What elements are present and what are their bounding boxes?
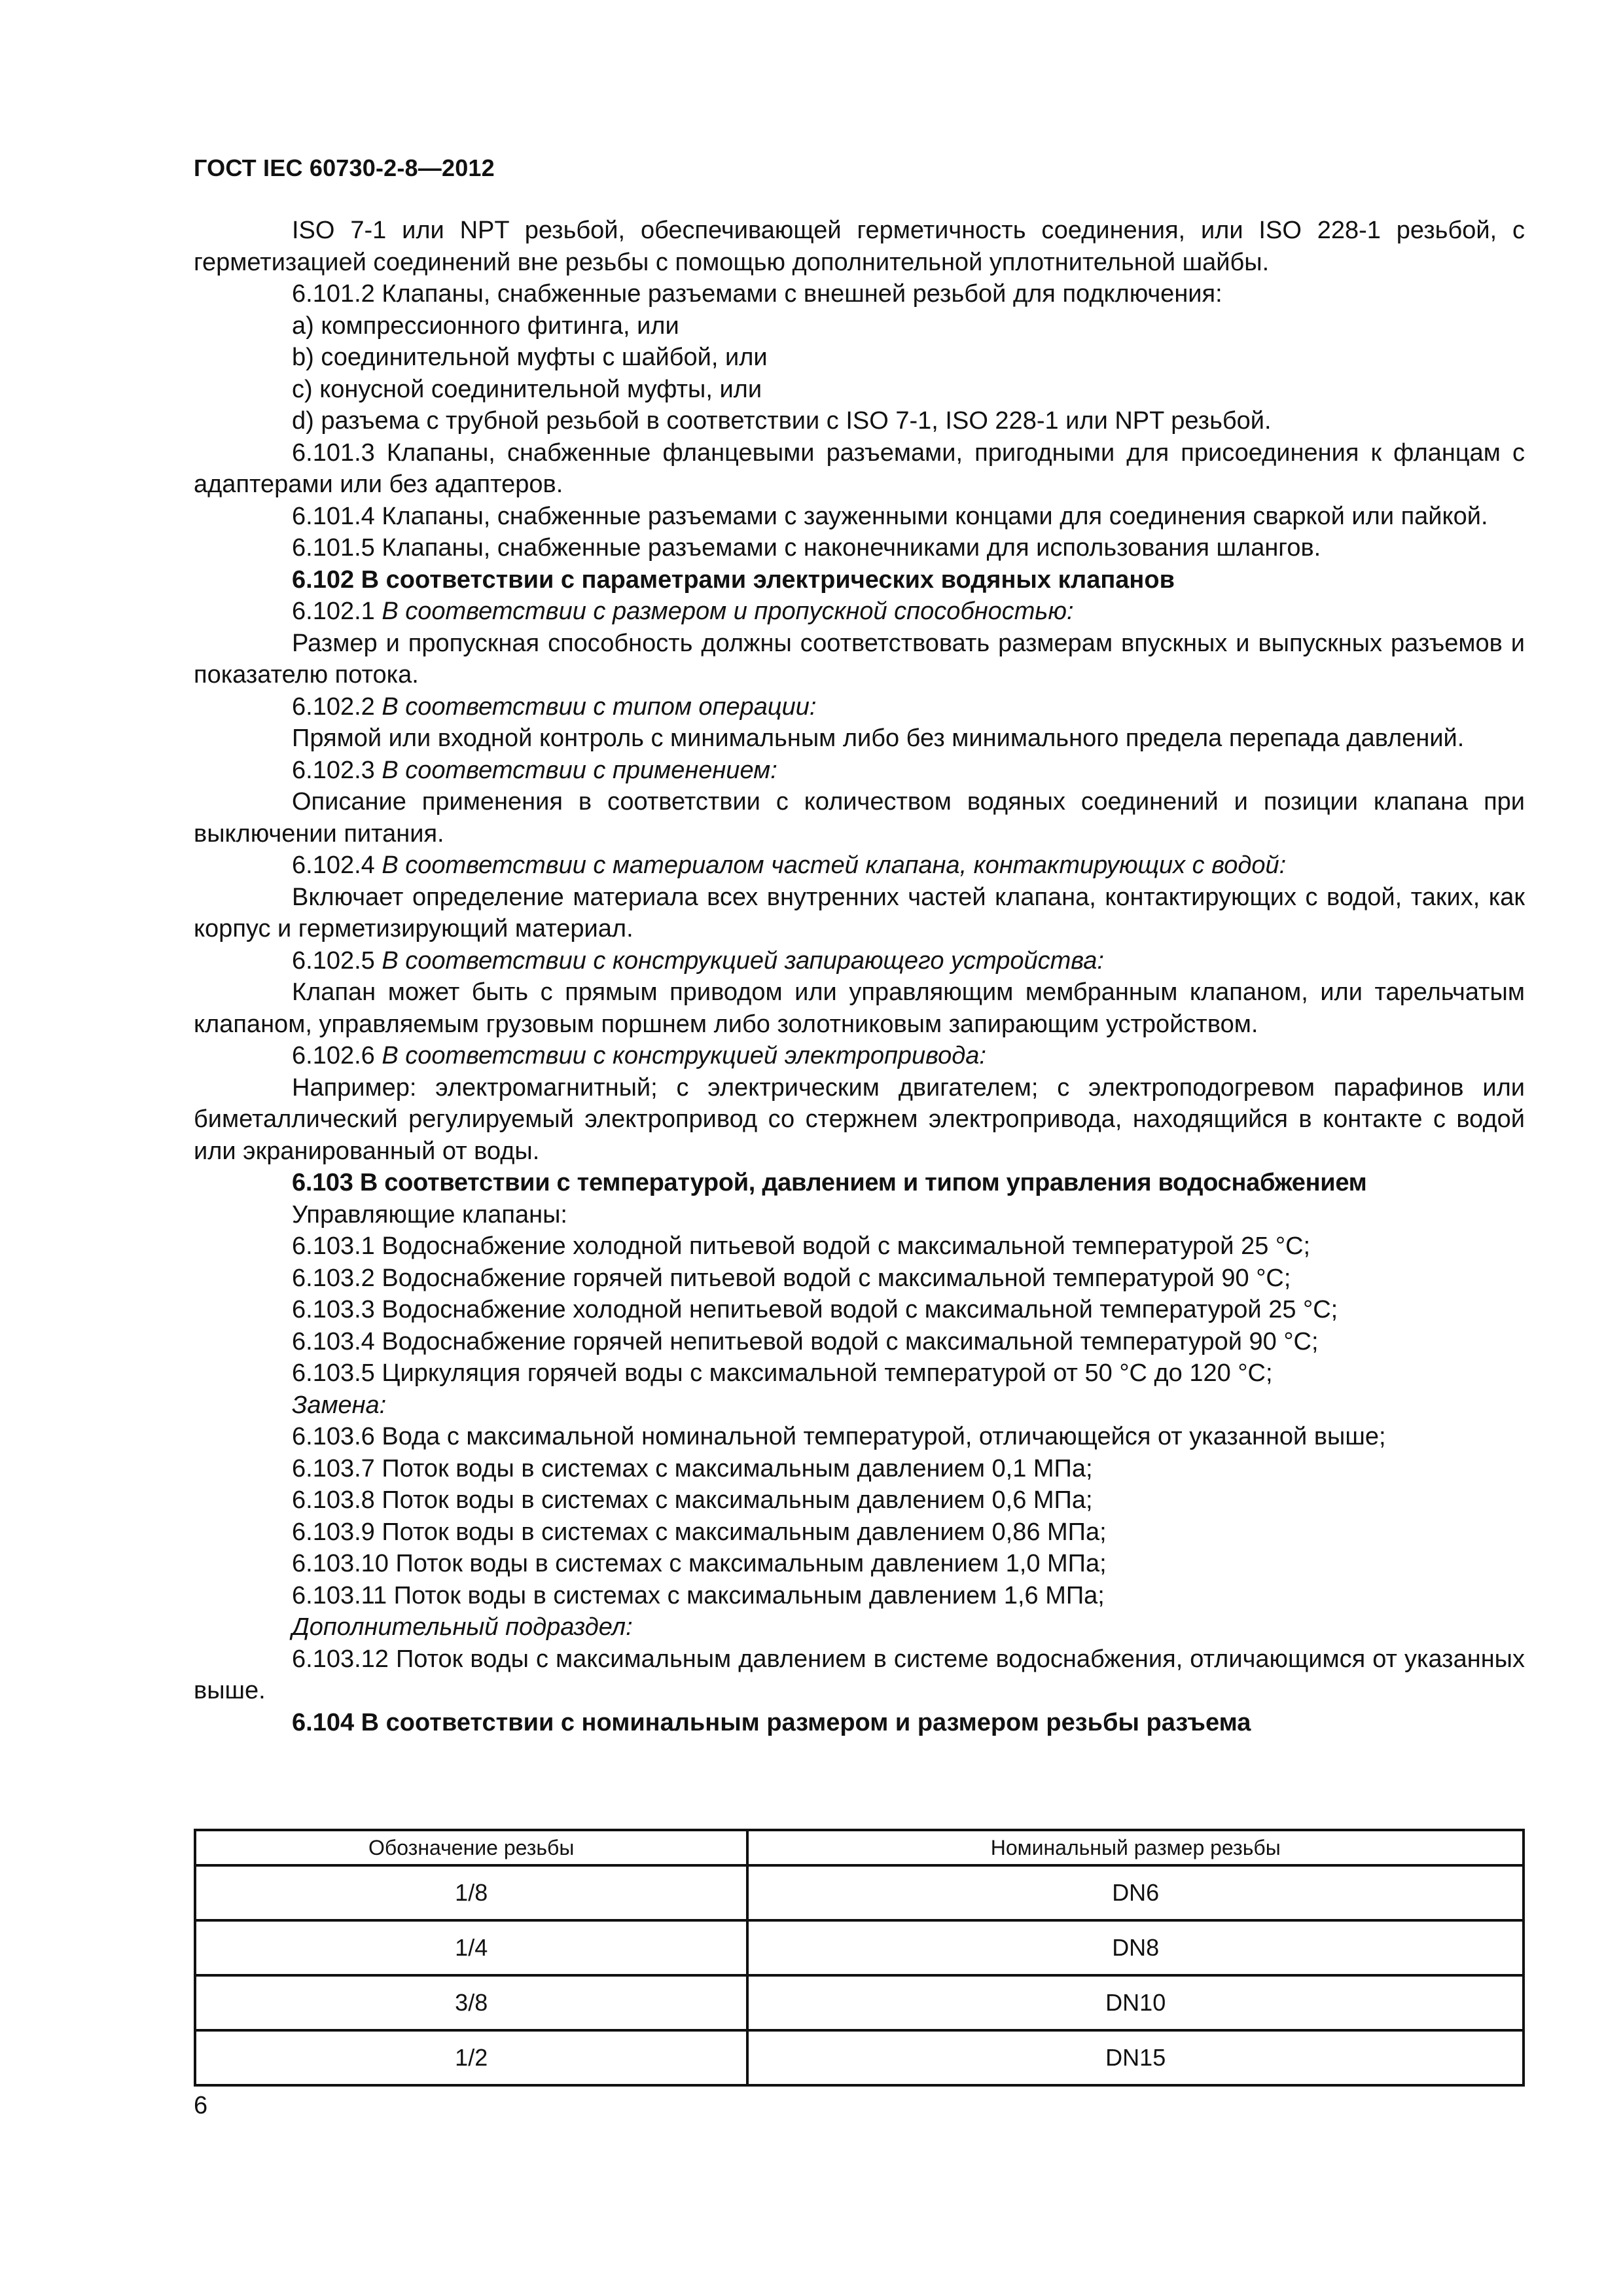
list-item: 6.103.4 Водоснабжение горячей непитьевой водой с максимальной температурой 90 °С; [292,1327,1319,1355]
section-heading: 6.104 В соответствии с номинальным размером и размером резьбы разъема [292,1708,1251,1736]
list-item: 6.103.3 Водоснабжение холодной непитьевой водой с максимальной температурой 25 °С; [292,1296,1338,1323]
subsection-heading: 6.102.1 В соответствии с размером и пропускной способностью: [292,598,1074,625]
table-cell: 1/2 [195,2030,747,2085]
label-italic: Замена: [292,1391,387,1419]
column-header: Обозначение резьбы [195,1830,747,1865]
table-cell: 1/8 [195,1865,747,1920]
table-row [195,2030,1524,2085]
table-cell: 1/4 [195,1920,747,1975]
paragraph: 6.101.2 Клапаны, снабженные разъемами с внешней резьбой для подключения: [292,280,1222,308]
list-item: 6.103.7 Поток воды в системах с максимальным давлением 0,1 МПа; [292,1454,1093,1482]
list-item: d) разъема с трубной резьбой в соответствии с ISO 7-1, ISO 228-1 или NPT резьбой. [292,407,1272,435]
table-cell: DN15 [747,2030,1524,2085]
table-cell: DN8 [747,1920,1524,1975]
table-header-row [195,1830,1524,1865]
paragraph: Например: электромагнитный; с электрическим двигателем; с электроподогревом парафинов или биметаллический регулируемый электропривод со стержнем электропривода, находящийся в контакте с водой или экранированный от воды. [194,1073,1525,1165]
table-row [195,1975,1524,2030]
list-item: 6.103.10 Поток воды в системах с максимальным давлением 1,0 МПа; [292,1550,1107,1577]
paragraph: 6.103.12 Поток воды с максимальным давлением в системе водоснабжения, отличающимся от указанных выше. [194,1645,1525,1704]
subsection-heading: 6.102.2 В соответствии с типом операции: [292,692,817,721]
document-body [194,215,1525,1738]
paragraph: Включает определение материала всех внутренних частей клапана, контактирующих с водой, таких, как корпус и герметизирующий материал. [194,883,1525,942]
subsection-heading: 6.102.4 В соответствии с материалом частей клапана, контактирующих с водой: [292,852,1287,879]
page-number: 6 [194,2092,208,2119]
subsection-heading: 6.102.5 В соответствии с конструкцией запирающего устройства: [292,946,1104,975]
list-item: а) компрессионного фитинга, или [292,312,679,340]
table-cell: DN6 [747,1865,1524,1920]
table-row [195,1865,1524,1920]
thread-size-table [194,1829,1525,2087]
list-item: 6.103.5 Циркуляция горячей воды с максимальной температурой от 50 °С до 120 °С; [292,1359,1273,1387]
label-italic: Дополнительный подраздел: [292,1613,633,1641]
list-item: 6.103.9 Поток воды в системах с максимальным давлением 0,86 МПа; [292,1518,1107,1546]
table-cell: 3/8 [195,1975,747,2030]
list-item: 6.103.1 Водоснабжение холодной питьевой водой с максимальной температурой 25 °С; [292,1232,1311,1260]
list-item: 6.103.6 Вода с максимальной номинальной температурой, отличающейся от указанной выше; [292,1423,1386,1450]
table-cell: DN10 [747,1975,1524,2030]
paragraph: Управляющие клапаны: [292,1200,567,1229]
list-item: 6.103.8 Поток воды в системах с максимальным давлением 0,6 МПа; [292,1486,1093,1514]
document-header: ГОСТ IEC 60730-2-8—2012 [194,154,495,181]
paragraph: Клапан может быть с прямым приводом или управляющим мембранным клапаном, или тарельчатым клапаном, управляемым грузовым поршнем либо золотниковым запирающим устройством. [194,978,1525,1038]
section-heading: 6.103 В соответствии с температурой, давлением и типом управления водоснабжением [292,1169,1367,1196]
list-item: b) соединительной муфты с шайбой, или [292,344,768,371]
list-item: 6.103.11 Поток воды в системах с максимальным давлением 1,6 МПа; [292,1581,1105,1609]
paragraph: 6.101.3 Клапаны, снабженные фланцевыми разъемами, пригодными для присоединения к фланцам с адаптерами или без адаптеров. [194,439,1525,498]
column-header: Номинальный размер резьбы [747,1830,1524,1865]
paragraph: Описание применения в соответствии с количеством водяных соединений и позиции клапана при выключении питания. [194,788,1525,848]
table-row [195,1920,1524,1975]
list-item: 6.103.2 Водоснабжение горячей питьевой водой с максимальной температурой 90 °С; [292,1264,1291,1292]
paragraph: Прямой или входной контроль с минимальным либо без минимального предела перепада давлений. [292,725,1465,752]
section-heading: 6.102 В соответствии с параметрами электрических водяных клапанов [292,565,1175,594]
list-item: c) конусной соединительной муфты, или [292,375,762,403]
paragraph: Размер и пропускная способность должны соответствовать размерам впускных и выпускных разъемов и показателю потока. [194,629,1525,689]
subsection-heading: 6.102.3 В соответствии с применением: [292,756,777,784]
subsection-heading: 6.102.6 В соответствии с конструкцией электропривода: [292,1042,986,1069]
paragraph: 6.101.4 Клапаны, снабженные разъемами с зауженными концами для соединения сваркой или пайкой. [292,502,1488,530]
paragraph: ISO 7-1 или NPT резьбой, обеспечивающей герметичность соединения, или ISO 228-1 резьбой, с герметизацией соединений вне резьбы с помощью дополнительной уплотнительной шайбы. [194,217,1525,276]
paragraph: 6.101.5 Клапаны, снабженные разъемами с наконечниками для использования шлангов. [292,534,1321,562]
